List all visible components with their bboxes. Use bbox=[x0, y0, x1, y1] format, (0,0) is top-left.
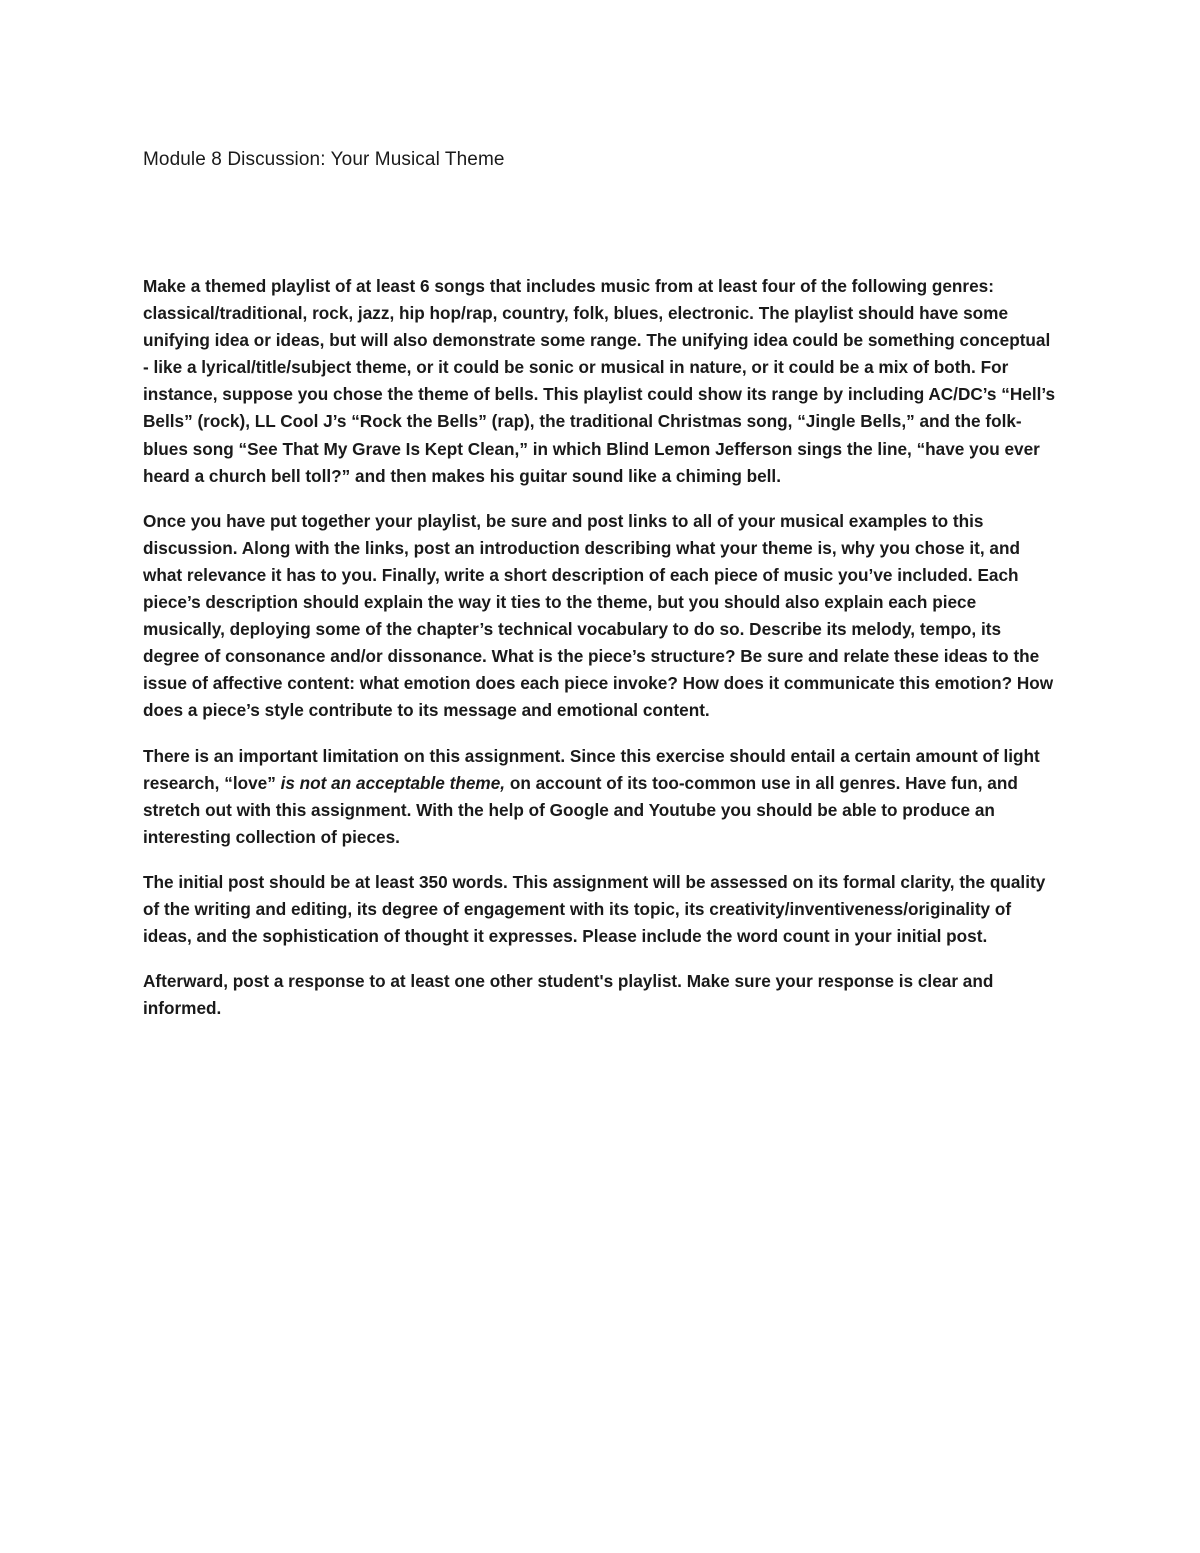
paragraph-playlist-instructions: Make a themed playlist of at least 6 songs that includes music from at least four of the following genres: classical/traditional, rock, jazz, hip hop/rap, country, folk, blues, electronic. The playlist should have some unifying idea or ideas, but will also demonstrate some range. The unifying idea could be something conceptual - like a lyrical/title/subject theme, or it could be sonic or musical in nature, or it could be a mix of both. For instance, suppose you chose the theme of bells. This playlist could show its range by including AC/DC’s “Hell’s Bells” (rock), LL Cool J’s “Rock the Bells” (rap), the traditional Christmas song, “Jingle Bells,” and the folk-blues song “See That My Grave Is Kept Clean,” in which Blind Lemon Jefferson sings the line, “have you ever heard a church bell toll?” and then makes his guitar sound like a chiming bell. bbox=[143, 276, 1056, 486]
document-body bbox=[143, 273, 1058, 1022]
document-title: Module 8 Discussion: Your Musical Theme bbox=[143, 149, 505, 170]
paragraph-requirements: The initial post should be at least 350 words. This assignment will be assessed on its formal clarity, the quality of the writing and editing, its degree of engagement with its topic, its creativity/inventiveness/originality of ideas, and the sophistication of thought it expresses. Please include the word count in your initial post. bbox=[143, 871, 1046, 947]
document-content bbox=[143, 145, 1058, 1040]
paragraph-followup: Afterward, post a response to at least one other student's playlist. Make sure your response is clear and informed. bbox=[143, 971, 994, 1019]
paragraph-post-instructions: Once you have put together your playlist, be sure and post links to all of your musical examples to this discussion. Along with the links, post an introduction describing what your theme is, why you chose it, and what relevance it has to you. Finally, write a short description of each piece of music you’ve included. Each piece’s description should explain the way it ties to the theme, but you should also explain each piece musically, deploying some of the chapter’s technical vocabulary to do so. Describe its melody, tempo, its degree of consonance and/or dissonance. What is the piece’s structure? Be sure and relate these ideas to the issue of affective content: what emotion does each piece invoke? How does it communicate this emotion? How does a piece’s style contribute to its message and emotional content. bbox=[143, 510, 1054, 721]
paragraph-limitation bbox=[143, 743, 1058, 851]
limitation-text-after: on account of its too-common use in all genres. Have fun, and stretch out with this assignment. With the help of Google and Youtube you should be able to produce an interesting collection of pieces. bbox=[143, 772, 1018, 847]
limitation-text-before: There is an important limitation on this assignment. Since this exercise should entail a certain amount of light research, “love” bbox=[143, 745, 1040, 793]
limitation-emphasis: is not an acceptable theme, bbox=[280, 772, 506, 793]
